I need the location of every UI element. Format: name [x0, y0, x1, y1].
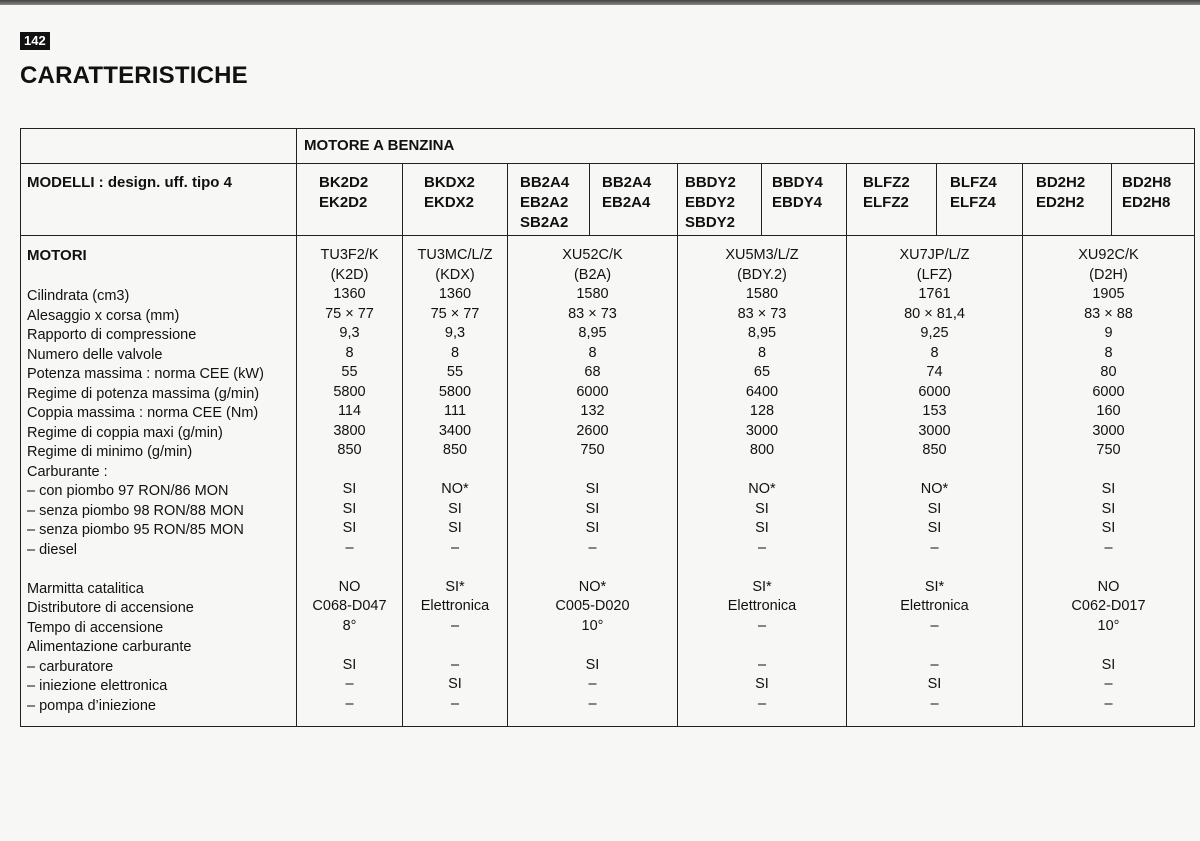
engines-label: MOTORI — [27, 247, 87, 264]
spec-value — [297, 636, 402, 656]
spec-value: 8° — [342, 617, 357, 634]
spec-value: 153 — [922, 403, 947, 419]
spec-value: 1360 — [333, 286, 366, 302]
spec-value: – — [345, 676, 354, 692]
spec-value: 114 — [337, 403, 362, 419]
model-code: BB2A4 — [602, 174, 652, 191]
model-code-cell — [520, 173, 569, 233]
spec-value: 750 — [580, 442, 605, 458]
spec-value — [403, 461, 507, 481]
spec-value: 1905 — [1092, 286, 1125, 302]
engine-name: XU92C/K — [1078, 247, 1139, 263]
spec-value: 83 × 88 — [1084, 305, 1133, 322]
row-label: Regime di minimo (g/min) — [27, 444, 193, 460]
spec-value: 83 × 73 — [568, 305, 617, 322]
table-rule — [589, 163, 590, 235]
model-code: ED2H8 — [1122, 194, 1171, 211]
model-code: EKDX2 — [424, 194, 475, 211]
model-code-cell — [424, 173, 475, 213]
section-header: MOTORE A BENZINA — [304, 137, 455, 154]
model-code: ED2H2 — [1036, 194, 1085, 211]
model-code-cell — [602, 173, 651, 213]
table-rule — [761, 163, 762, 235]
spec-value: 3000 — [918, 422, 951, 439]
spec-value: C068-D047 — [312, 598, 387, 614]
spec-value: – — [930, 695, 939, 712]
spec-value: SI — [1101, 520, 1116, 536]
spec-value: 75 × 77 — [430, 305, 480, 322]
spec-value: 80 × 81,4 — [904, 305, 965, 322]
spec-value — [678, 636, 846, 656]
spec-value: 80 — [1100, 364, 1117, 380]
spec-value — [1023, 636, 1194, 656]
model-code-cell — [1036, 173, 1085, 213]
spec-value — [403, 558, 507, 578]
row-label: Cilindrata (cm3) — [27, 288, 130, 304]
spec-value: 3000 — [745, 422, 779, 439]
spec-value: – — [930, 656, 939, 673]
spec-value: SI* — [924, 578, 945, 595]
engine-name: (LFZ) — [916, 266, 953, 283]
spec-value: 8 — [450, 344, 460, 361]
spec-value: NO* — [748, 481, 776, 497]
model-code: BKDX2 — [424, 174, 475, 191]
spec-value: 9 — [1104, 325, 1113, 341]
spec-value: 68 — [584, 364, 601, 380]
model-code-cell — [319, 173, 368, 213]
table-rule — [21, 163, 1194, 164]
spec-value: 6000 — [1092, 383, 1125, 400]
spec-value: 132 — [580, 403, 605, 419]
engine-column — [847, 246, 1022, 714]
model-code: SB2A2 — [520, 214, 569, 231]
spec-value: 6400 — [745, 383, 779, 400]
row-label: Distributore di accensione — [27, 600, 194, 616]
spec-value: 83 × 73 — [737, 305, 787, 322]
spec-value: 8 — [1104, 344, 1113, 361]
engine-name: XU5M3/L/Z — [725, 247, 799, 263]
spec-value: SI — [585, 656, 600, 673]
spec-value: – — [588, 676, 597, 692]
row-label: Regime di potenza massima (g/min) — [27, 385, 260, 402]
model-code: EB2A4 — [602, 194, 651, 211]
spec-value: 128 — [749, 403, 775, 419]
row-label: – con piombo 97 RON/86 MON — [27, 483, 229, 499]
spec-value: 1360 — [438, 286, 472, 302]
model-code-cell — [863, 173, 910, 213]
spec-value: Elettronica — [420, 598, 490, 614]
row-label: Tempo di accensione — [27, 619, 164, 636]
engine-name: (D2H) — [1089, 266, 1128, 283]
spec-value: – — [757, 539, 767, 556]
spec-value: 5800 — [333, 383, 366, 400]
row-labels — [27, 287, 264, 716]
engine-name: TU3MC/L/Z — [417, 247, 493, 263]
spec-value: SI — [755, 500, 769, 517]
row-label: – senza piombo 98 RON/88 MON — [27, 502, 244, 519]
model-code: EBDY4 — [772, 194, 823, 211]
spec-value: Elettronica — [727, 598, 797, 614]
spec-value: 3000 — [1092, 422, 1125, 439]
spec-value: 65 — [753, 364, 771, 380]
spec-value: – — [930, 539, 939, 556]
spec-value: 10° — [1097, 617, 1120, 634]
spec-value: NO* — [920, 481, 949, 497]
spec-value: SI — [585, 500, 600, 517]
row-label: Marmitta catalitica — [27, 580, 144, 597]
spec-value: 1761 — [918, 286, 951, 302]
spec-value: – — [757, 617, 767, 634]
spec-value: – — [757, 695, 767, 712]
spec-value: SI — [448, 500, 462, 517]
row-label: – carburatore — [27, 658, 114, 675]
spec-value — [847, 461, 1022, 481]
spec-value: SI — [755, 520, 769, 536]
spec-value — [847, 558, 1022, 578]
row-label: Carburante : — [27, 463, 108, 480]
spec-value: SI — [1101, 656, 1116, 673]
spec-value — [508, 558, 677, 578]
table-rule — [1111, 163, 1112, 235]
row-label: Potenza massima : norma CEE (kW) — [27, 366, 264, 382]
row-label: Coppia massima : norma CEE (Nm) — [27, 405, 259, 421]
spec-value: – — [450, 656, 460, 673]
spec-value: SI — [1101, 500, 1116, 517]
spec-value: C005-D020 — [555, 598, 630, 614]
spec-value: 74 — [926, 364, 943, 380]
spec-value: 3400 — [438, 422, 472, 439]
spec-value: 1580 — [576, 286, 609, 302]
model-code: BB2A4 — [520, 174, 570, 191]
spec-value: 850 — [337, 442, 362, 458]
spec-value: NO — [1097, 578, 1120, 595]
spec-value: – — [1104, 676, 1113, 692]
spec-value: SI — [927, 676, 942, 692]
row-label: Regime di coppia maxi (g/min) — [27, 424, 223, 441]
spec-value: 850 — [442, 442, 468, 458]
model-code-cell — [772, 173, 823, 213]
model-code: SBDY2 — [685, 214, 736, 231]
model-code: BLFZ2 — [863, 174, 910, 191]
spec-value: – — [345, 695, 354, 712]
spec-value: SI — [342, 481, 357, 497]
model-code: BD2H8 — [1122, 174, 1172, 191]
engine-name: (KDX) — [435, 266, 475, 283]
row-label: – iniezione elettronica — [27, 678, 168, 694]
spec-value: 8 — [588, 344, 597, 361]
engine-column — [297, 246, 402, 714]
spec-value: SI — [927, 500, 942, 517]
spec-value: 800 — [749, 442, 775, 458]
model-code: ELFZ4 — [950, 194, 996, 211]
spec-value: 750 — [1096, 442, 1121, 458]
spec-value — [403, 636, 507, 656]
spec-value: SI — [1101, 481, 1116, 497]
row-label: – diesel — [27, 541, 77, 558]
model-code: BK2D2 — [319, 174, 369, 191]
spec-value: 55 — [446, 364, 464, 380]
spec-value: SI — [448, 676, 462, 692]
row-label: – pompa d’iniezione — [27, 697, 156, 714]
spec-value: – — [757, 656, 767, 673]
row-label: Rapporto di compressione — [27, 327, 197, 343]
spec-value: 8,95 — [578, 325, 607, 341]
spec-value — [508, 636, 677, 656]
spec-value: NO* — [578, 578, 607, 595]
spec-value: 5800 — [438, 383, 472, 400]
specifications-table — [20, 128, 1195, 727]
spec-value: 8 — [930, 344, 939, 361]
spec-value — [297, 461, 402, 481]
spec-value: 8,95 — [747, 325, 777, 341]
model-code: BBDY2 — [685, 174, 736, 191]
spec-value: 6000 — [918, 383, 951, 400]
row-label: Alimentazione carburante — [27, 639, 192, 655]
engine-column — [678, 246, 846, 714]
model-code: BBDY4 — [772, 174, 823, 191]
spec-value: 6000 — [576, 383, 609, 400]
spec-value: NO — [338, 578, 361, 595]
spec-value: – — [588, 539, 597, 556]
model-code: EBDY2 — [685, 194, 736, 211]
spec-value — [678, 461, 846, 481]
spec-value: C062-D017 — [1071, 598, 1146, 614]
spec-value: 8 — [345, 344, 354, 361]
spec-value — [678, 558, 846, 578]
model-code: EB2A2 — [520, 194, 569, 211]
spec-value: SI — [448, 520, 462, 536]
spec-value: SI — [585, 481, 600, 497]
model-code-cell — [685, 173, 736, 233]
spec-value: 9,3 — [444, 325, 466, 341]
spec-value: Elettronica — [900, 598, 969, 614]
table-rule — [21, 235, 1194, 236]
model-code: ELFZ2 — [863, 194, 909, 211]
top-edge-band — [0, 0, 1200, 5]
spec-value: 9,3 — [339, 325, 360, 341]
spec-value: SI — [342, 656, 357, 673]
spec-value: – — [588, 695, 597, 712]
engine-name: XU52C/K — [562, 247, 623, 263]
spec-value — [508, 461, 677, 481]
spec-value: NO* — [441, 481, 469, 497]
spec-value: SI — [585, 520, 600, 536]
row-label: Alesaggio x corsa (mm) — [27, 307, 180, 324]
engine-column — [403, 246, 507, 714]
spec-value: 55 — [341, 364, 358, 380]
model-code: BLFZ4 — [950, 174, 997, 191]
spec-value: SI — [342, 520, 357, 536]
engine-name: (K2D) — [330, 266, 369, 283]
model-code: BD2H2 — [1036, 174, 1086, 191]
spec-value — [1023, 558, 1194, 578]
engine-name: (B2A) — [573, 266, 612, 283]
engine-column — [1023, 246, 1194, 714]
model-code-cell — [1122, 173, 1171, 213]
spec-value — [847, 636, 1022, 656]
row-label: Numero delle valvole — [27, 346, 163, 363]
model-code: EK2D2 — [319, 194, 368, 211]
spec-value: 1580 — [745, 286, 779, 302]
models-label: MODELLI : design. uff. tipo 4 — [27, 174, 232, 191]
engine-column — [508, 246, 677, 714]
spec-value: 8 — [757, 344, 767, 361]
table-rule — [936, 163, 937, 235]
engine-name: (BDY.2) — [737, 266, 787, 283]
spec-value: – — [930, 617, 939, 634]
spec-value: 2600 — [576, 422, 609, 439]
spec-value — [1023, 461, 1194, 481]
spec-value — [297, 558, 402, 578]
spec-value: 850 — [922, 442, 947, 458]
spec-value: SI — [342, 500, 357, 517]
engine-name: XU7JP/L/Z — [899, 247, 970, 263]
page-number: 142 — [20, 32, 50, 50]
spec-value: 111 — [443, 403, 467, 419]
spec-value: SI — [755, 676, 769, 692]
spec-value: 9,25 — [920, 325, 949, 341]
spec-value: – — [450, 539, 460, 556]
spec-value: SI* — [752, 578, 772, 595]
page-title: CARATTERISTICHE — [20, 62, 248, 89]
spec-value: 160 — [1096, 403, 1121, 419]
row-label — [27, 560, 264, 580]
spec-value: – — [1104, 695, 1113, 712]
spec-value: SI* — [445, 578, 465, 595]
engine-name: TU3F2/K — [320, 247, 379, 263]
row-label: – senza piombo 95 RON/85 MON — [27, 522, 244, 538]
spec-value: 3800 — [333, 422, 366, 439]
spec-value: SI — [927, 520, 942, 536]
spec-value: 75 × 77 — [325, 305, 374, 322]
spec-value: – — [345, 539, 354, 556]
spec-value: 10° — [581, 617, 604, 634]
spec-value: – — [1104, 539, 1113, 556]
model-code-cell — [950, 173, 997, 213]
spec-value: – — [450, 695, 460, 712]
spec-value: – — [450, 617, 460, 634]
